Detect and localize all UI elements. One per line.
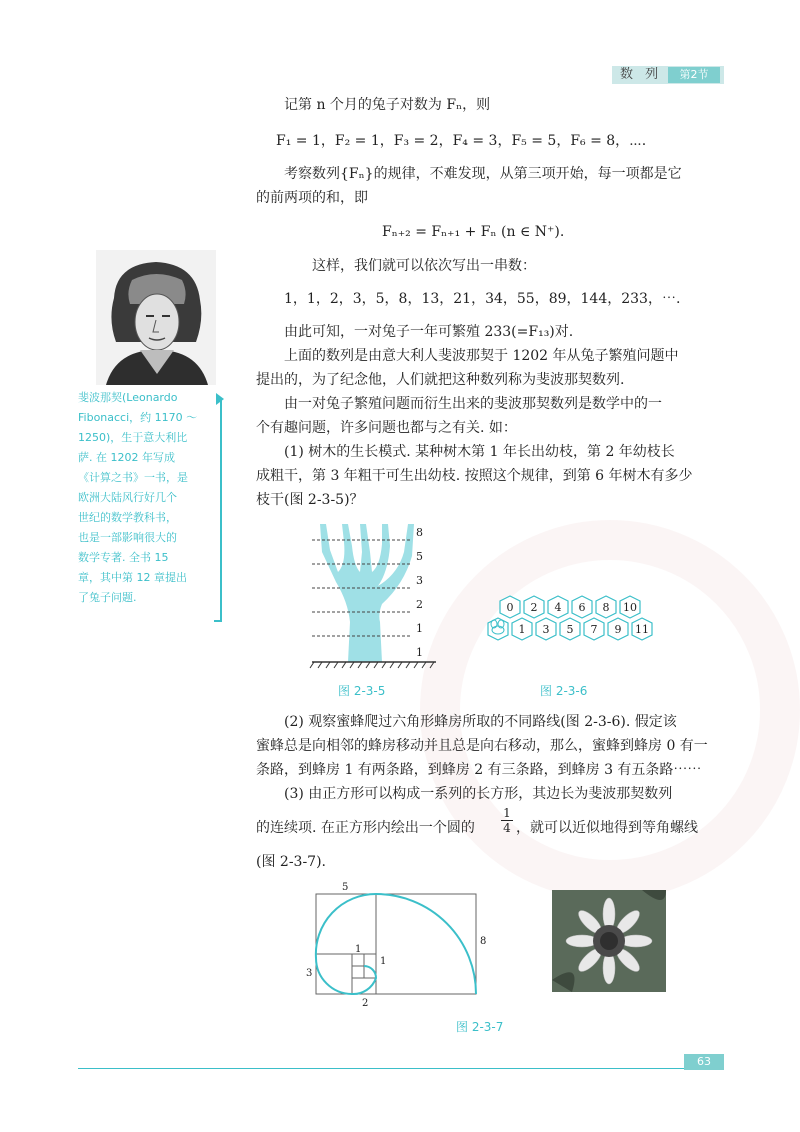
fibonacci-portrait <box>96 250 216 385</box>
sidebar-line: 章，其中第 12 章提出 <box>78 571 187 584</box>
figure-caption: 图 2-3-5 <box>338 684 386 698</box>
text-line: (图 2-3-7). <box>256 854 327 870</box>
tree-level-label: 8 <box>416 526 423 539</box>
golden-spiral-figure <box>300 880 500 1010</box>
sidebar-line: 萨. 在 1202 年写成 <box>78 451 175 464</box>
tree-figure <box>308 522 440 672</box>
background-watermark <box>420 520 800 900</box>
text-line: 个有趣问题，许多问题也都与之有关. 如： <box>256 420 517 436</box>
cell-label: 4 <box>554 601 562 614</box>
tree-level-label: 3 <box>416 574 423 587</box>
text-line: 的连续项. 在正方形内绘出一个圆的 <box>256 820 475 836</box>
chapter-title: 数 列 <box>620 67 663 82</box>
tree-level-label: 2 <box>416 598 423 611</box>
text-line: 这样，我们就可以依次写出一串数： <box>312 258 536 274</box>
text-line: (2) 观察蜜蜂爬过六角形蜂房所取的不同路线(图 2-3-6). 假定该 <box>284 714 677 730</box>
sidebar-line: 数学专著. 全书 15 <box>78 551 169 564</box>
cell-label: 6 <box>578 601 586 614</box>
side-label: 1 <box>380 956 387 967</box>
text-line: 枝干(图 2-3-5)？ <box>256 492 364 508</box>
fraction-numerator: 1 <box>503 806 511 820</box>
cell-label: 11 <box>635 623 649 636</box>
formula-line: F₁ = 1，F₂ = 1，F₃ = 2，F₄ = 3，F₅ = 5，F₆ = 8，⋯. <box>276 133 647 149</box>
text-line: 的前两项的和，即 <box>256 190 368 206</box>
text-line: 蜜蜂总是向相邻的蜂房移动并且总是向右移动，那么，蜜蜂到蜂房 0 有一 <box>256 738 708 754</box>
sidebar-line: 也是一部影响很大的 <box>78 531 177 544</box>
tree-level-label: 5 <box>416 550 423 563</box>
text-line: 上面的数列是由意大利人斐波那契于 1202 年从兔子繁殖问题中 <box>284 348 679 364</box>
text-line: 成粗干，第 3 年粗干可生出幼枝. 按照这个规律，到第 6 年树木有多少 <box>256 468 693 484</box>
cell-label: 7 <box>590 623 598 636</box>
sunflower-photo <box>552 890 666 992</box>
text-line: 考察数列{Fₙ}的规律，不难发现，从第三项开始，每一项都是它 <box>284 166 682 182</box>
sidebar-line: 1250)，生于意大利比 <box>78 431 188 444</box>
side-label: 1 <box>355 944 362 955</box>
text-line: 记第 n 个月的兔子对数为 Fₙ，则 <box>284 97 491 113</box>
sequence-line: 1，1，2，3，5，8，13，21，34，55，89，144，233，⋯. <box>284 291 681 307</box>
sidebar-line: 世纪的数学教科书， <box>78 511 177 524</box>
sidebar-line: 斐波那契(Leonardo <box>78 391 178 404</box>
cell-label: 5 <box>566 623 574 636</box>
figure-caption: 图 2-3-7 <box>456 1020 504 1034</box>
text-line: 提出的，为了纪念他，人们就把这种数列称为斐波那契数列. <box>256 372 625 388</box>
sidebar-note <box>78 388 218 608</box>
cell-label: 2 <box>530 601 538 614</box>
text-line: ，就可以近似地得到等角螺线 <box>516 820 698 836</box>
cell-label: 3 <box>542 623 550 636</box>
sidebar-line: 《计算之书》一书，是 <box>78 471 188 484</box>
text-line: (1) 树木的生长模式. 某种树木第 1 年长出幼枝，第 2 年幼枝长 <box>284 444 675 460</box>
tree-level-label: 1 <box>416 622 423 635</box>
sidebar-line: Fibonacci，约 1170 ～ <box>78 411 198 424</box>
section-badge: 第2节 <box>668 67 720 83</box>
figure-caption: 图 2-3-6 <box>540 684 588 698</box>
recurrence-formula: Fₙ₊₂ = Fₙ₊₁ + Fₙ (n ∈ N⁺). <box>382 224 565 240</box>
cell-label: 10 <box>623 601 637 614</box>
cell-label: 0 <box>506 601 514 614</box>
beehive-figure <box>478 594 668 650</box>
text-line: 条路，到蜂房 1 有两条路，到蜂房 2 有三条路，到蜂房 3 有五条路⋯⋯ <box>256 762 702 778</box>
side-label: 5 <box>342 882 349 893</box>
tree-level-label: 1 <box>416 646 423 659</box>
text-line: 由一对兔子繁殖问题而衍生出来的斐波那契数列是数学中的一 <box>284 396 662 412</box>
fraction <box>501 806 513 835</box>
cell-label: 1 <box>518 623 526 636</box>
cell-label: 8 <box>602 601 610 614</box>
text-line: (3) 由正方形可以构成一系列的长方形，其边长为斐波那契数列 <box>284 786 673 802</box>
sidebar-line: 了兔子问题. <box>78 591 137 604</box>
sidebar-arrow-icon <box>216 393 224 405</box>
footer-rule <box>78 1068 724 1069</box>
side-label: 3 <box>306 968 313 979</box>
sidebar-bracket <box>214 398 222 622</box>
text-line: 由此可知，一对兔子一年可繁殖 233(=F₁₃)对. <box>284 324 574 340</box>
page-number: 63 <box>684 1054 724 1070</box>
sidebar-line: 欧洲大陆风行好几个 <box>78 491 177 504</box>
side-label: 2 <box>362 998 369 1009</box>
cell-label: 9 <box>614 623 622 636</box>
side-label: 8 <box>480 936 487 947</box>
fraction-denominator: 4 <box>501 820 513 835</box>
